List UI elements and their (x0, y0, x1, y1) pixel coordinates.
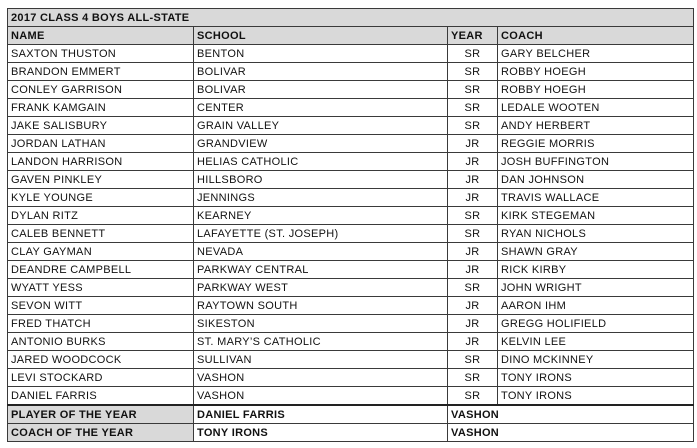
cell-school: LAFAYETTE (ST. JOSEPH) (194, 225, 448, 243)
cell-coach: AARON IHM (498, 297, 694, 315)
cell-coach: DINO MCKINNEY (498, 351, 694, 369)
award-label: COACH OF THE YEAR (8, 424, 194, 442)
table-title: 2017 CLASS 4 BOYS ALL-STATE (8, 9, 694, 27)
cell-year: SR (448, 81, 498, 99)
cell-school: VASHON (194, 369, 448, 387)
cell-year: JR (448, 171, 498, 189)
table-body (8, 9, 694, 442)
header-coach: COACH (498, 27, 694, 45)
cell-name: GAVEN PINKLEY (8, 171, 194, 189)
cell-year: JR (448, 135, 498, 153)
cell-year: SR (448, 99, 498, 117)
cell-coach: GARY BELCHER (498, 45, 694, 63)
cell-name: DEANDRE CAMPBELL (8, 261, 194, 279)
cell-name: DANIEL FARRIS (8, 387, 194, 406)
cell-year: JR (448, 153, 498, 171)
cell-school: BENTON (194, 45, 448, 63)
cell-name: CLAY GAYMAN (8, 243, 194, 261)
cell-coach: DAN JOHNSON (498, 171, 694, 189)
cell-coach: TONY IRONS (498, 369, 694, 387)
table-row (8, 297, 694, 315)
cell-name: LANDON HARRISON (8, 153, 194, 171)
cell-name: CALEB BENNETT (8, 225, 194, 243)
cell-name: LEVI STOCKARD (8, 369, 194, 387)
cell-name: JORDAN LATHAN (8, 135, 194, 153)
cell-coach: LEDALE WOOTEN (498, 99, 694, 117)
cell-year: SR (448, 279, 498, 297)
cell-name: ANTONIO BURKS (8, 333, 194, 351)
table-row (8, 45, 694, 63)
header-name: NAME (8, 27, 194, 45)
cell-school: JENNINGS (194, 189, 448, 207)
cell-coach: RYAN NICHOLS (498, 225, 694, 243)
cell-school: CENTER (194, 99, 448, 117)
cell-school: PARKWAY CENTRAL (194, 261, 448, 279)
all-state-table (7, 8, 694, 442)
header-row (8, 27, 694, 45)
cell-year: JR (448, 189, 498, 207)
table-row (8, 243, 694, 261)
award-winner: DANIEL FARRIS (194, 405, 448, 424)
cell-coach: REGGIE MORRIS (498, 135, 694, 153)
table-row (8, 207, 694, 225)
table-row (8, 369, 694, 387)
cell-coach: KIRK STEGEMAN (498, 207, 694, 225)
cell-year: JR (448, 243, 498, 261)
cell-year: SR (448, 117, 498, 135)
table-row (8, 135, 694, 153)
cell-coach: ROBBY HOEGH (498, 63, 694, 81)
cell-coach: TONY IRONS (498, 387, 694, 406)
award-label: PLAYER OF THE YEAR (8, 405, 194, 424)
cell-name: SEVON WITT (8, 297, 194, 315)
cell-school: BOLIVAR (194, 63, 448, 81)
cell-year: SR (448, 45, 498, 63)
award-row (8, 405, 694, 424)
award-winner: TONY IRONS (194, 424, 448, 442)
cell-school: HILLSBORO (194, 171, 448, 189)
award-school: VASHON (448, 405, 694, 424)
cell-year: SR (448, 369, 498, 387)
cell-name: JAKE SALISBURY (8, 117, 194, 135)
cell-school: ST. MARY’S CATHOLIC (194, 333, 448, 351)
cell-coach: GREGG HOLIFIELD (498, 315, 694, 333)
header-school: SCHOOL (194, 27, 448, 45)
cell-name: FRED THATCH (8, 315, 194, 333)
cell-coach: KELVIN LEE (498, 333, 694, 351)
cell-coach: TRAVIS WALLACE (498, 189, 694, 207)
table-row (8, 225, 694, 243)
cell-coach: SHAWN GRAY (498, 243, 694, 261)
table-row (8, 261, 694, 279)
cell-year: JR (448, 297, 498, 315)
table-row (8, 189, 694, 207)
cell-year: SR (448, 63, 498, 81)
cell-year: SR (448, 351, 498, 369)
cell-coach: ANDY HERBERT (498, 117, 694, 135)
table-row (8, 171, 694, 189)
table-row (8, 153, 694, 171)
cell-school: SULLIVAN (194, 351, 448, 369)
title-row (8, 9, 694, 27)
cell-coach: ROBBY HOEGH (498, 81, 694, 99)
table-row (8, 81, 694, 99)
header-year: YEAR (448, 27, 498, 45)
cell-year: JR (448, 333, 498, 351)
cell-school: RAYTOWN SOUTH (194, 297, 448, 315)
cell-name: JARED WOODCOCK (8, 351, 194, 369)
cell-name: WYATT YESS (8, 279, 194, 297)
cell-name: CONLEY GARRISON (8, 81, 194, 99)
cell-name: SAXTON THUSTON (8, 45, 194, 63)
cell-school: KEARNEY (194, 207, 448, 225)
cell-year: SR (448, 387, 498, 406)
cell-school: GRANDVIEW (194, 135, 448, 153)
table-row (8, 315, 694, 333)
cell-school: PARKWAY WEST (194, 279, 448, 297)
cell-school: GRAIN VALLEY (194, 117, 448, 135)
cell-school: SIKESTON (194, 315, 448, 333)
table-row (8, 99, 694, 117)
table-row (8, 351, 694, 369)
cell-name: KYLE YOUNGE (8, 189, 194, 207)
cell-coach: JOSH BUFFINGTON (498, 153, 694, 171)
cell-year: SR (448, 225, 498, 243)
cell-year: JR (448, 261, 498, 279)
cell-coach: JOHN WRIGHT (498, 279, 694, 297)
cell-coach: RICK KIRBY (498, 261, 694, 279)
cell-school: VASHON (194, 387, 448, 406)
table-row (8, 279, 694, 297)
cell-school: BOLIVAR (194, 81, 448, 99)
cell-year: JR (448, 315, 498, 333)
award-school: VASHON (448, 424, 694, 442)
cell-school: NEVADA (194, 243, 448, 261)
table-row (8, 117, 694, 135)
cell-name: FRANK KAMGAIN (8, 99, 194, 117)
award-row (8, 424, 694, 442)
table-row (8, 63, 694, 81)
cell-school: HELIAS CATHOLIC (194, 153, 448, 171)
cell-name: BRANDON EMMERT (8, 63, 194, 81)
table-row (8, 387, 694, 406)
table-row (8, 333, 694, 351)
cell-name: DYLAN RITZ (8, 207, 194, 225)
cell-year: SR (448, 207, 498, 225)
